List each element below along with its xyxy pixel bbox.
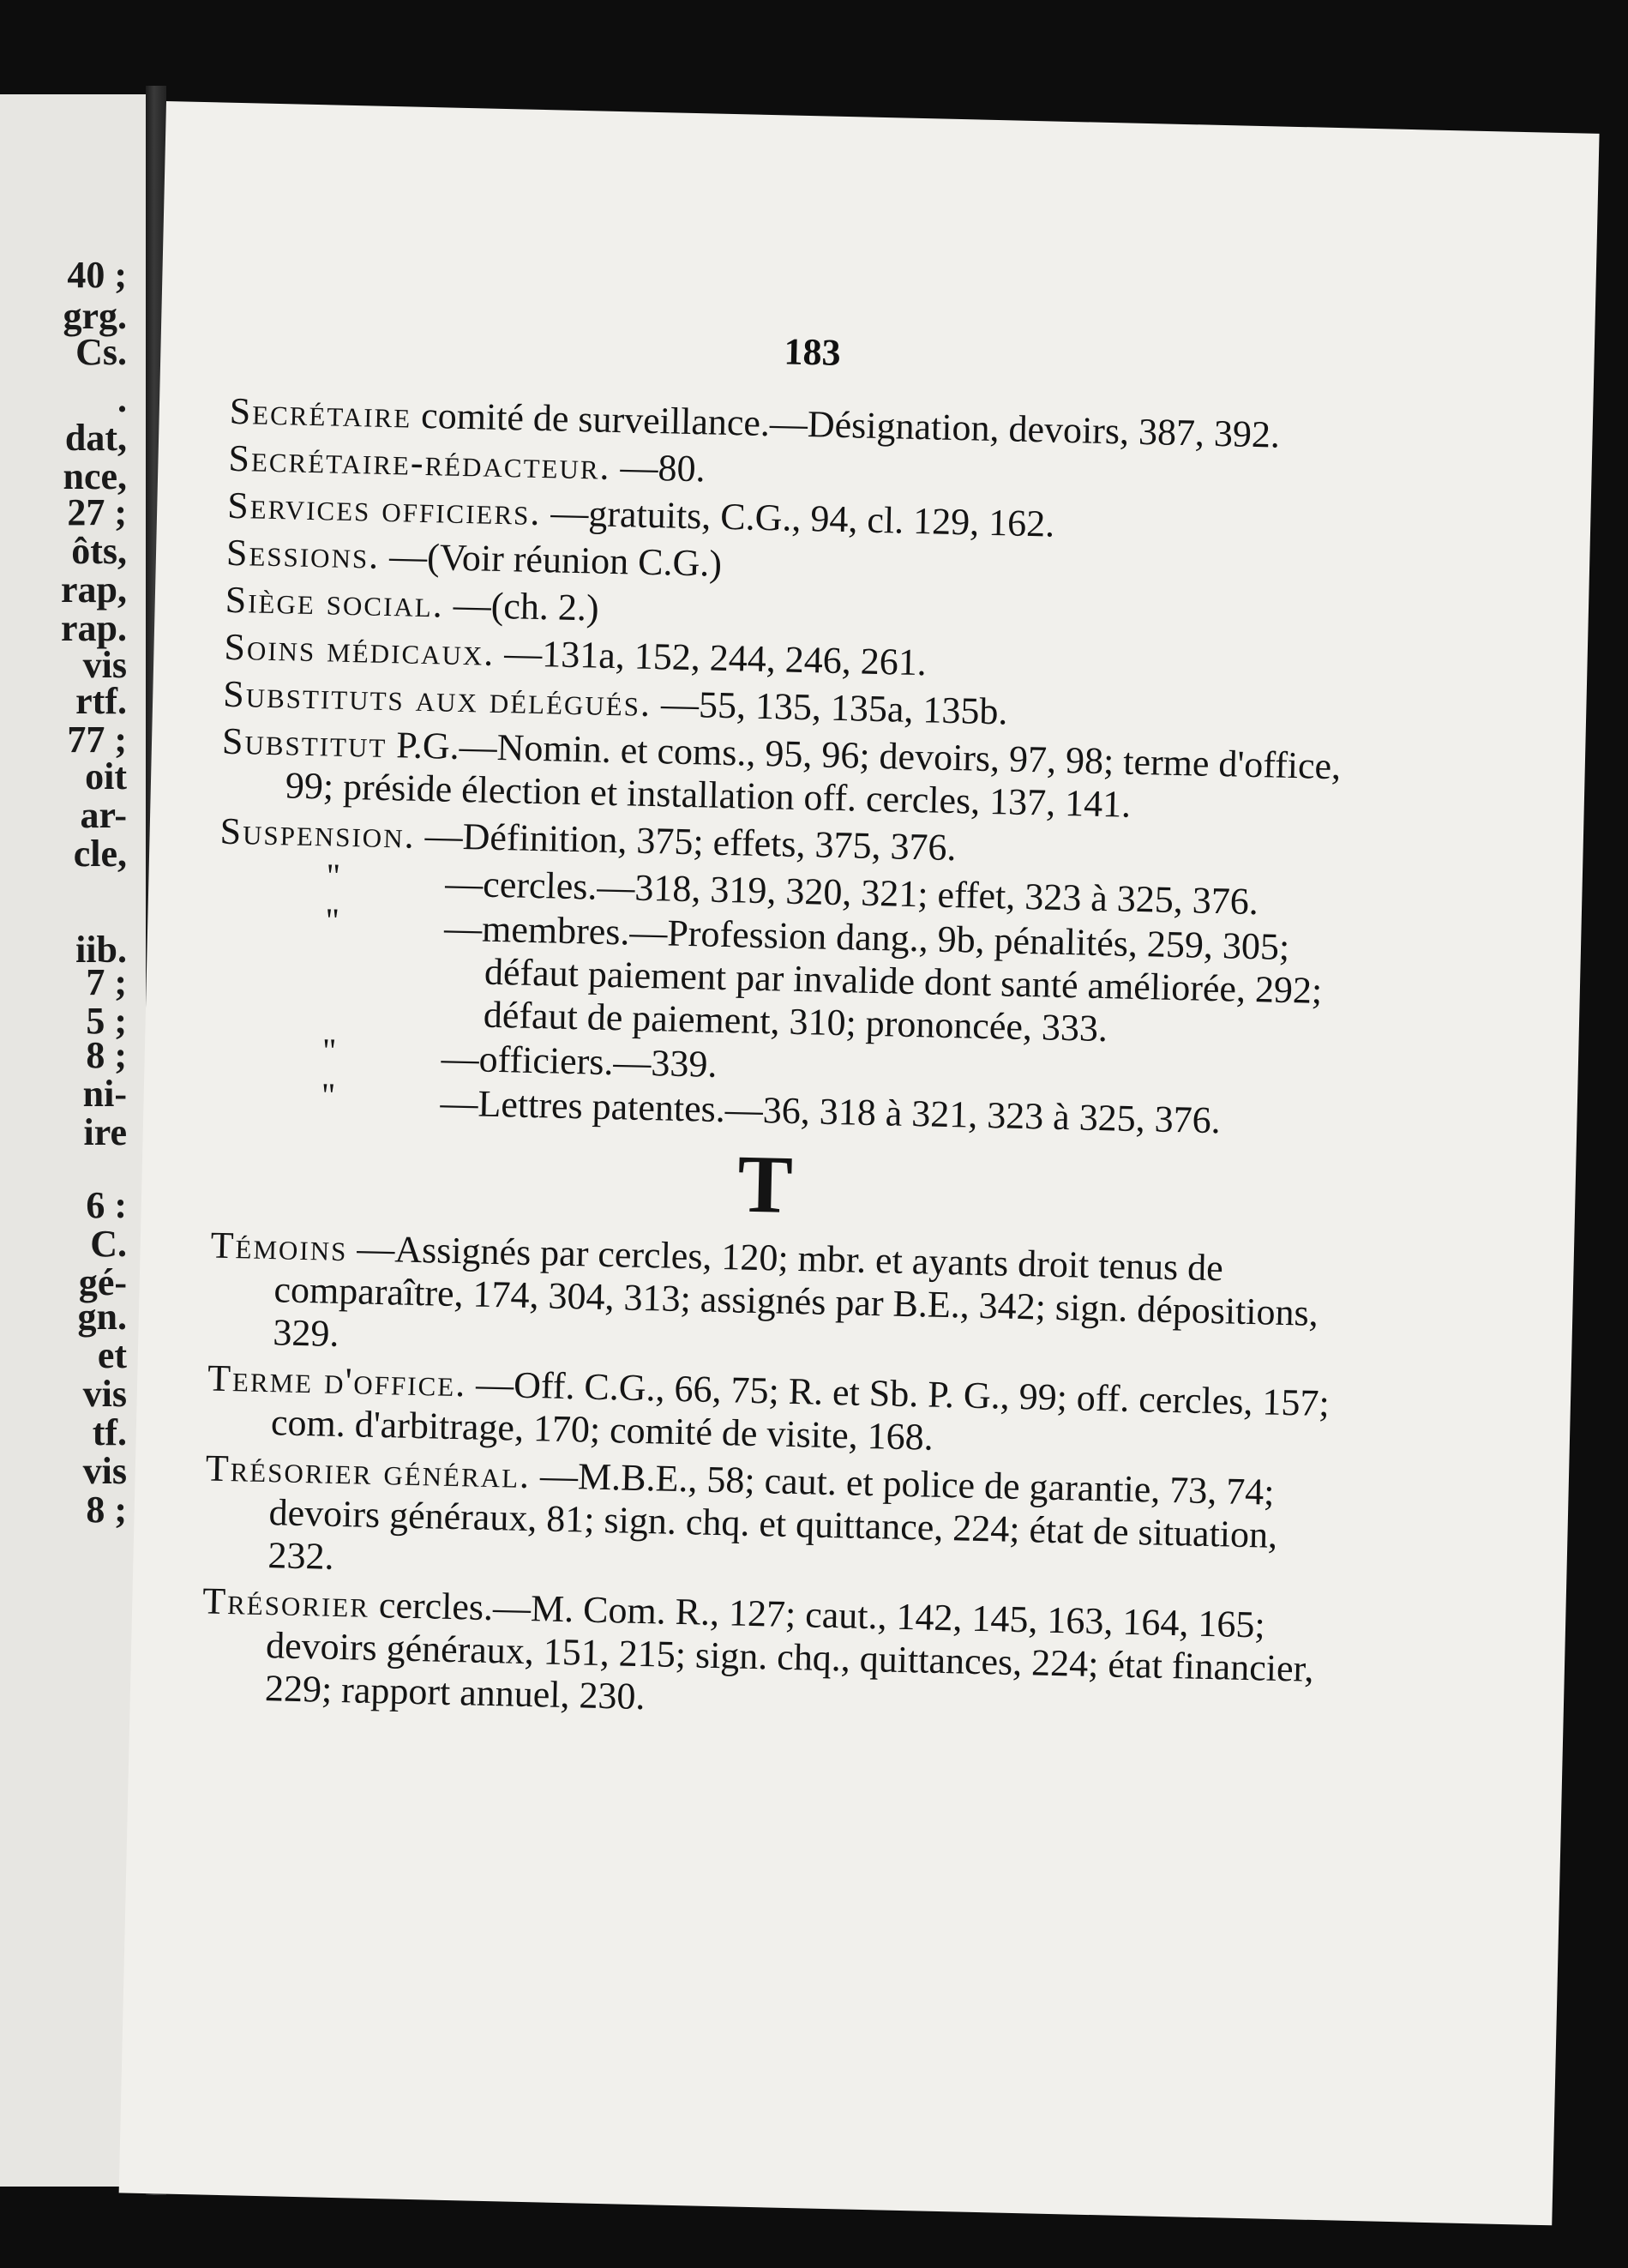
entry-references: —(Voir réunion C.G.) — [388, 535, 723, 585]
index-entry — [208, 1224, 1334, 1379]
left-page-fragment: vis — [82, 1373, 127, 1415]
left-page-fragment: 27 ; — [67, 491, 127, 533]
left-page-fragment: et — [97, 1334, 127, 1376]
subentry-references: —officiers.—339. — [441, 1037, 718, 1086]
entry-references: —Assignés par cercles, 120; mbr. et ayants droit tenus de comparaître, 174, 304, 313; assignés par B.E., 342; sign. dépositions, 329. — [272, 1227, 1319, 1355]
left-page-fragment: gé- — [78, 1261, 127, 1303]
entry-heading: Substituts aux délégués. — [222, 672, 652, 725]
entry-heading: Suspension. — [219, 809, 417, 857]
left-page-fragment: 8 ; — [86, 1034, 127, 1076]
left-page-fragment: cle, — [73, 833, 127, 875]
subentry-references: —Lettres patentes.—36, 318 à 321, 323 à 325, 376. — [440, 1081, 1222, 1142]
entry-references: —80. — [620, 446, 706, 490]
entry-references: —M.B.E., 58; caut. et police de garantie, 73, 74; devoirs généraux, 81; sign. chq. et quittance, 224; état de situation, 232. — [267, 1454, 1278, 1578]
subentry-references: —cercles.—318, 319, 320, 321; effet, 323 à 325, 376. — [444, 862, 1259, 923]
left-facing-page — [0, 94, 146, 2187]
subentry-references: —membres.—Profession dang., 9b, pénalités, 259, 305; défaut paiement par invalide dont santé améliorée, 292; défaut de paiement, 310; prononcée, 333. — [443, 906, 1323, 1050]
left-page-fragment: dat, — [64, 417, 127, 459]
left-page-fragment: gn. — [77, 1296, 127, 1338]
left-page-fragment: rap, — [61, 569, 127, 611]
entry-heading: Témoins — [210, 1224, 348, 1270]
left-page-fragment: oit — [85, 755, 127, 797]
left-page-fragment: 7 ; — [86, 961, 127, 1003]
left-page-fragment: 8 ; — [86, 1489, 127, 1531]
entry-references: —131a, 152, 244, 246, 261. — [503, 632, 928, 684]
left-page-fragment: vis — [82, 644, 127, 686]
section-letter: T — [736, 1137, 794, 1230]
left-page-fragment: iib. — [75, 929, 127, 971]
suspension-subentry — [215, 902, 1341, 1056]
left-page-fragment: ni- — [82, 1073, 127, 1115]
left-page-fragment: vis — [82, 1450, 127, 1492]
entry-heading: Trésorier général. — [205, 1447, 532, 1497]
entry-references: —Off. C.G., 66, 75; R. et Sb. P. G., 99; off. cercles, 157; com. d'arbitrage, 170; comité de visite, 168. — [270, 1363, 1331, 1459]
left-page-fragment: ôts, — [71, 530, 127, 572]
entry-references: —gratuits, C.G., 94, cl. 129, 162. — [550, 491, 1055, 545]
left-page-fragment: tf. — [92, 1411, 127, 1453]
ditto-mark: " — [321, 1031, 337, 1070]
left-page-fragment: nce, — [63, 455, 127, 497]
entry-references: —Définition, 375; effets, 375, 376. — [424, 815, 958, 869]
left-page-fragment: rtf. — [75, 680, 127, 722]
ditto-mark: " — [324, 900, 340, 940]
index-entry — [203, 1447, 1329, 1601]
entry-references: comité de surveillance.—Désignation, devoirs, 387, 392. — [420, 394, 1281, 456]
index-page — [119, 101, 1600, 2225]
entry-heading: Secrétaire — [229, 389, 412, 436]
left-page-fragment: 40 ; — [67, 254, 127, 296]
entry-references: P.G.—Nomin. et coms., 95, 96; devoirs, 97, 98; terme d'office, 99; préside élection et installation off. cercles, 137, 141. — [285, 724, 1342, 826]
entry-heading: Sessions. — [225, 531, 381, 577]
left-page-fragment: ar- — [80, 794, 127, 836]
ditto-mark: " — [326, 856, 341, 895]
left-page-fragment: . — [117, 378, 127, 420]
entry-heading: Soins médicaux. — [224, 625, 496, 674]
left-page-fragment: grg. — [63, 295, 127, 337]
entry-references: —55, 135, 135a, 135b. — [660, 683, 1009, 733]
suspension-subentries — [213, 857, 1343, 1146]
left-page-fragment: ire — [83, 1111, 127, 1153]
left-page-fragment: C. — [90, 1223, 127, 1265]
entry-heading: Trésorier — [201, 1579, 370, 1626]
left-page-fragment: Cs. — [75, 331, 127, 373]
left-page-fragment: 5 ; — [86, 1000, 127, 1042]
entry-references: —(ch. 2.) — [453, 583, 600, 629]
entry-heading: Substitut — [221, 719, 387, 767]
page-number: 183 — [784, 330, 842, 374]
entry-heading: Services officiers. — [226, 484, 543, 534]
left-page-fragment: rap. — [61, 607, 127, 649]
entries-t-list — [200, 1224, 1333, 1735]
index-content — [200, 390, 1353, 1738]
ditto-mark: " — [321, 1075, 336, 1115]
entry-heading: Secrétaire-rédacteur. — [228, 436, 612, 488]
entry-heading: Terme d'office. — [207, 1357, 467, 1405]
left-page-fragment: 6 : — [86, 1184, 127, 1226]
entries-s-list — [219, 390, 1353, 879]
entry-heading: Siège social. — [225, 578, 445, 626]
index-entry — [200, 1579, 1325, 1734]
left-page-fragment: 77 ; — [67, 719, 127, 761]
entry-references: cercles.—M. Com. R., 127; caut., 142, 145, 163, 164, 165; devoirs généraux, 151, 215; sign. chq., quittances, 224; état financier, 229; rapport annuel, 230. — [264, 1584, 1314, 1718]
